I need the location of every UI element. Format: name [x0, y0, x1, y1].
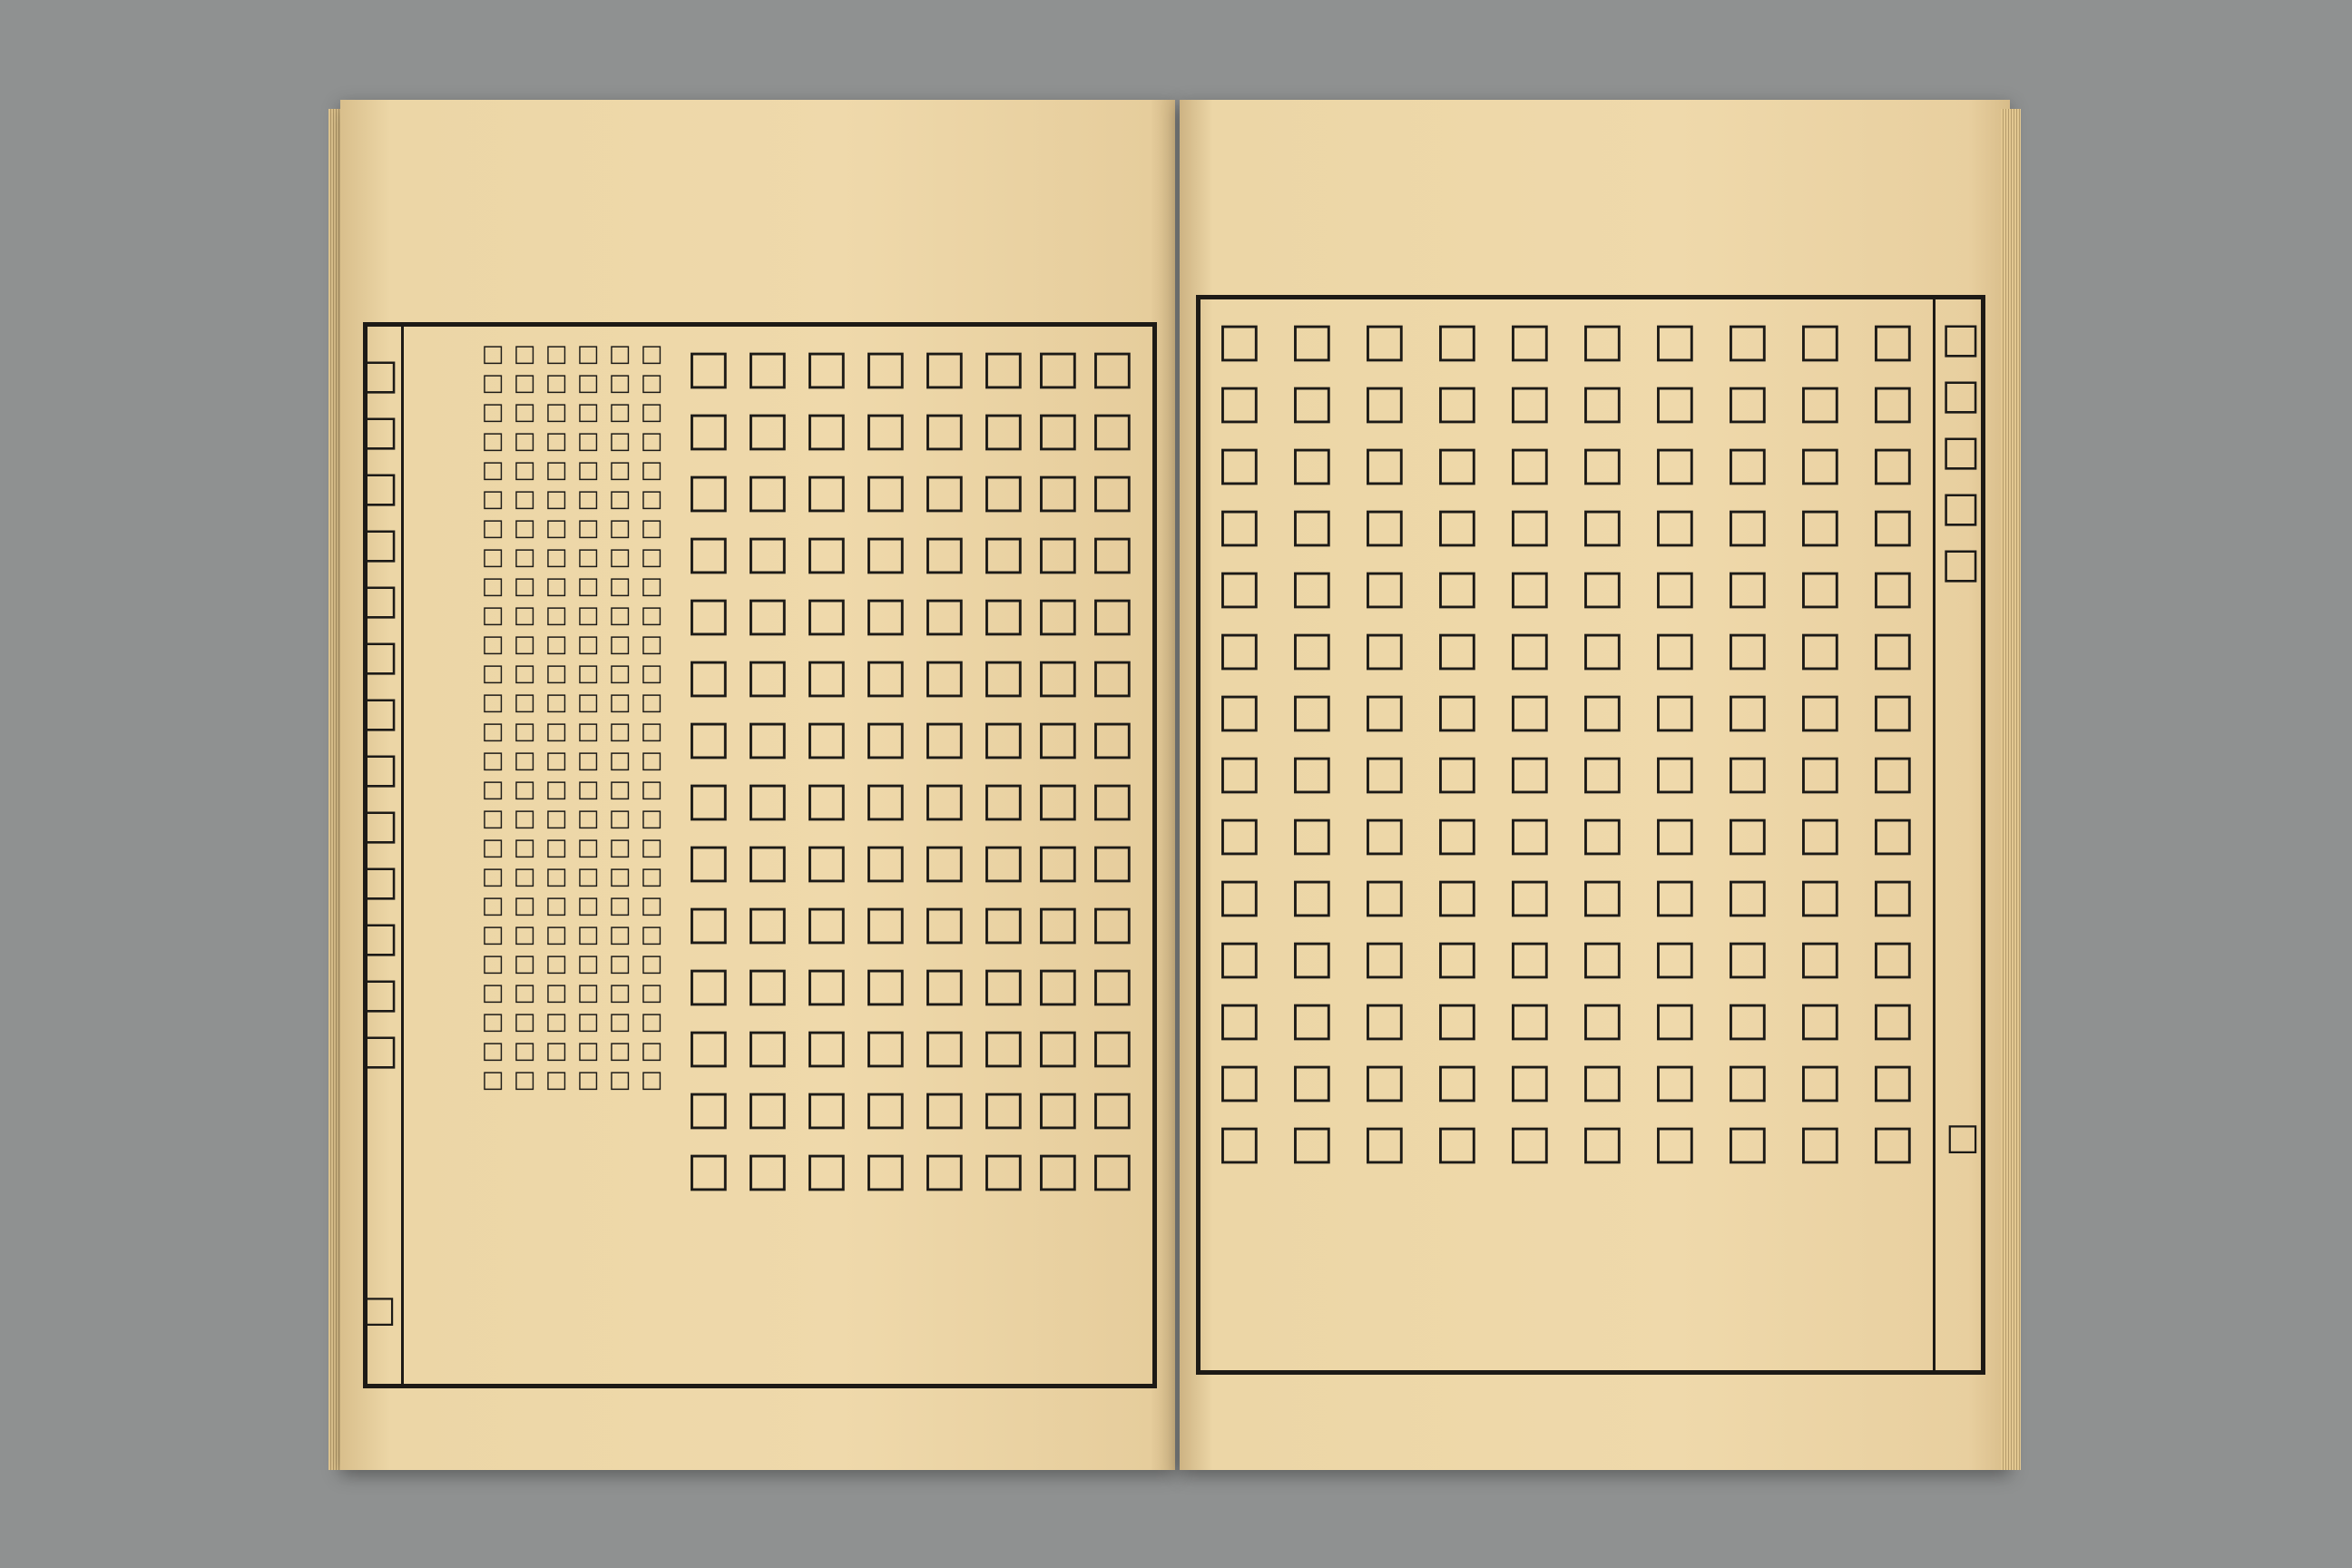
- left-subcol-2: □□□□□□□□□□□□□□□□□□□□□□□□□□: [511, 340, 538, 1095]
- left-subcol-4: □□□□□□□□□□□□□□□□□□□□□□□□□□: [574, 340, 602, 1095]
- left-col-4: □□□□□□□□□□□□□□: [858, 340, 913, 1204]
- right-margin-title: □□□□□: [1936, 313, 1985, 594]
- left-folio: □: [358, 1289, 400, 1330]
- right-col-4: □□□□□□□□□□□□□□: [1430, 313, 1485, 1177]
- right-col-1: □□□□□□□□□□□□□□: [1212, 313, 1267, 1177]
- left-subcol-3: □□□□□□□□□□□□□□□□□□□□□□□□□□: [543, 340, 570, 1095]
- right-folio: □: [1942, 1116, 1984, 1158]
- left-col-6: □□□□□□□□□□□□□□: [976, 340, 1031, 1204]
- left-subcol-1: □□□□□□□□□□□□□□□□□□□□□□□□□□: [479, 340, 506, 1095]
- right-page-edge: [2001, 109, 2021, 1470]
- left-col-8: □□□□□□□□□□□□□□: [1085, 340, 1140, 1204]
- right-col-9: □□□□□□□□□□□□□□: [1793, 313, 1847, 1177]
- left-subcol-5: □□□□□□□□□□□□□□□□□□□□□□□□□□: [606, 340, 633, 1095]
- left-col-5: □□□□□□□□□□□□□□: [917, 340, 972, 1204]
- right-col-5: □□□□□□□□□□□□□□: [1503, 313, 1557, 1177]
- right-col-2: □□□□□□□□□□□□□□: [1285, 313, 1339, 1177]
- right-col-3: □□□□□□□□□□□□□□: [1357, 313, 1412, 1177]
- left-margin-title: □□□□□□□□□□□□□: [355, 349, 404, 1081]
- left-subcol-6: □□□□□□□□□□□□□□□□□□□□□□□□□□: [638, 340, 665, 1095]
- right-col-6: □□□□□□□□□□□□□□: [1575, 313, 1630, 1177]
- right-col-10: □□□□□□□□□□□□□□: [1866, 313, 1920, 1177]
- right-col-7: □□□□□□□□□□□□□□: [1648, 313, 1702, 1177]
- left-col-3: □□□□□□□□□□□□□□: [799, 340, 854, 1204]
- right-col-8: □□□□□□□□□□□□□□: [1720, 313, 1775, 1177]
- right-margin-rule: [1933, 299, 1936, 1370]
- left-col-2: □□□□□□□□□□□□□□: [740, 340, 795, 1204]
- left-col-7: □□□□□□□□□□□□□□: [1031, 340, 1085, 1204]
- left-col-1: □□□□□□□□□□□□□□: [681, 340, 736, 1204]
